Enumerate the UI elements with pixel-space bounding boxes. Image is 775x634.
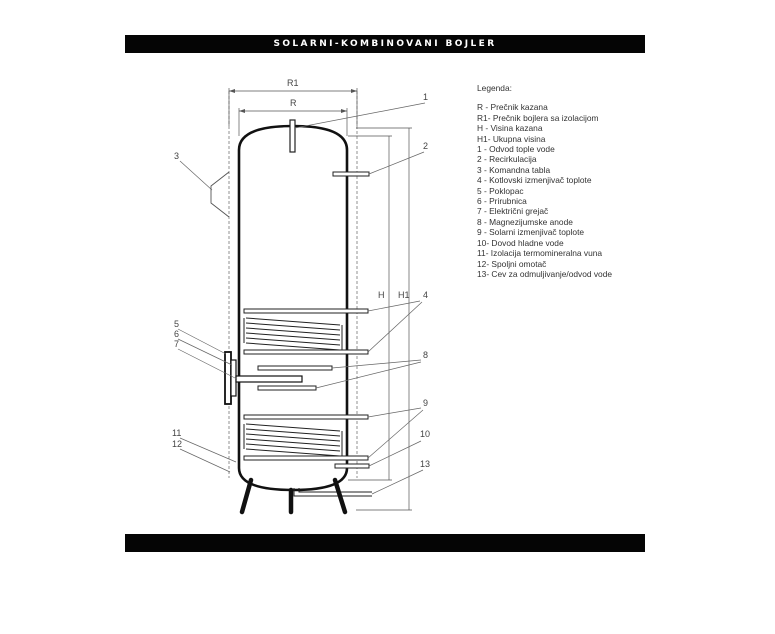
- coil9-outlet: [244, 456, 368, 460]
- legend-item: 8 - Magnezijumske anode: [477, 216, 573, 227]
- callout-5: 5: [174, 319, 180, 329]
- legend-item: 1 - Odvod tople vode: [477, 144, 555, 155]
- label-r1: R1: [287, 78, 299, 88]
- leader-1: [295, 103, 425, 128]
- callout-13: 13: [420, 459, 431, 469]
- legend-item: 9 - Solarni izmenjivač toplote: [477, 227, 585, 238]
- callout-3: 3: [174, 151, 180, 161]
- legend-item: 4 - Kotlovski izmenjivač toplote: [477, 175, 592, 186]
- legend-item: 13- Cev za odmuljivanje/odvod vode: [477, 268, 613, 279]
- label-h1: H1: [398, 290, 410, 300]
- cover: [225, 352, 231, 404]
- leader-4a: [368, 301, 420, 311]
- coil4-inlet: [244, 309, 368, 313]
- diagram-title: SOLARNI-KOMBINOVANI BOJLER: [273, 39, 497, 49]
- coil9-inlet: [244, 415, 368, 419]
- callout-6: 6: [174, 329, 180, 339]
- label-h: H: [378, 290, 385, 300]
- callout-7: 7: [174, 339, 180, 349]
- legend-item: 2 - Recirkulacija: [477, 154, 537, 165]
- callout-2: 2: [423, 141, 429, 151]
- legend-item: 5 - Poklopac: [477, 185, 524, 196]
- callout-4: 4: [423, 290, 429, 300]
- leg-left: [242, 480, 251, 512]
- leader-2: [369, 152, 424, 174]
- r-arrow-left: [239, 109, 245, 113]
- legend-item: 10- Dovod hladne vode: [477, 237, 564, 248]
- magnesium-anode-lower: [258, 386, 316, 390]
- leader-9a: [368, 408, 421, 417]
- leader-3: [180, 161, 212, 190]
- control-panel: [211, 172, 229, 217]
- legend-item: R1- Prečnik bojlera sa izolacijom: [477, 112, 599, 123]
- leader-9b: [368, 410, 423, 458]
- leader-10: [369, 441, 421, 466]
- cold-water-inlet-pipe: [335, 464, 369, 468]
- callout-12: 12: [172, 439, 183, 449]
- legend-item: 7 - Električni grejač: [477, 206, 549, 217]
- hot-water-outlet-pipe: [290, 120, 295, 152]
- legend-item: 12- Spoljni omotač: [477, 258, 547, 269]
- label-r: R: [290, 98, 297, 108]
- callout-8: 8: [423, 350, 429, 360]
- legend-item: H - Visina kazana: [477, 123, 543, 134]
- legend-title: Legenda:: [477, 83, 512, 93]
- electric-heater: [236, 376, 302, 382]
- legend-item: 11- Izolacija termomineralna vuna: [477, 248, 603, 259]
- r-arrow-right: [341, 109, 347, 113]
- r1-arrow-left: [229, 89, 235, 93]
- leader-13: [372, 470, 423, 494]
- legend-item: 6 - Prirubnica: [477, 196, 527, 207]
- callout-9: 9: [423, 398, 429, 408]
- legend-item: H1- Ukupna visina: [477, 133, 546, 144]
- callout-1: 1: [423, 92, 429, 102]
- callout-11: 11: [172, 428, 182, 438]
- recirculation-pipe: [333, 172, 369, 176]
- legend-item: 3 - Komandna tabla: [477, 164, 551, 175]
- leader-11: [180, 438, 236, 462]
- legend-item: R - Prečnik kazana: [477, 102, 548, 113]
- magnesium-anode-upper: [258, 366, 332, 370]
- r1-arrow-right: [351, 89, 357, 93]
- leader-12: [180, 449, 230, 472]
- callout-10: 10: [420, 429, 431, 439]
- coil4-outlet: [244, 350, 368, 354]
- legend: [477, 83, 612, 279]
